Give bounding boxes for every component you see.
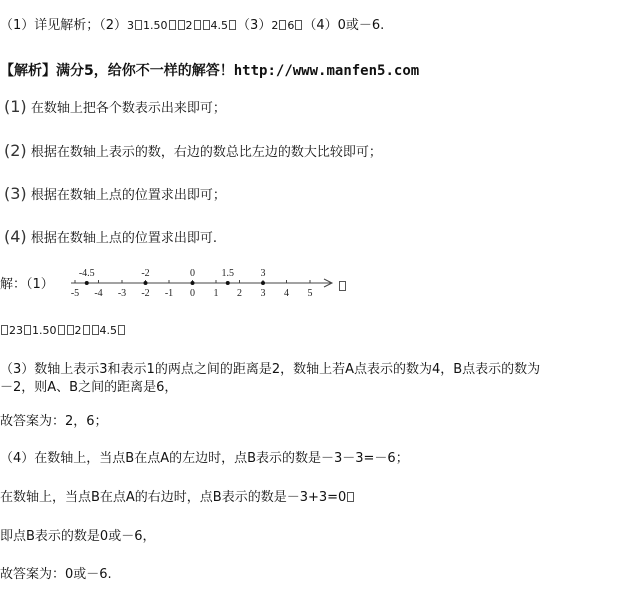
analysis-title: 满分5，给你不一样的解答！ <box>56 63 234 79</box>
answer-part3-a: 2 <box>271 19 279 32</box>
order-a: 2 <box>9 324 16 337</box>
point-dot <box>261 281 265 285</box>
answer-frag-a: 3 <box>127 19 135 32</box>
solution-label: 解：（1） <box>0 277 54 292</box>
tick-label: -1 <box>164 288 174 299</box>
part3-line2: －2，则A、B之间的距离是6， <box>0 380 178 395</box>
answer-line <box>0 18 384 34</box>
order-b: 3 <box>16 324 23 337</box>
point-dot <box>191 281 195 285</box>
tick-label: 0 <box>190 288 195 299</box>
missing-glyph-icon <box>83 325 90 335</box>
point-label: 0 <box>190 268 195 279</box>
point-dot <box>85 281 89 285</box>
answer-frag-e: 4.5 <box>210 19 229 32</box>
missing-glyph-icon <box>58 325 65 335</box>
missing-glyph-icon <box>118 325 125 335</box>
item-text: 根据在数轴上表示的数，右边的数总比左边的数大比较即可； <box>30 145 382 160</box>
tick-label: -3 <box>117 288 127 299</box>
missing-glyph-icon <box>295 20 302 30</box>
answer-part4: （4）0或－6. <box>303 18 385 33</box>
point-dot <box>226 281 230 285</box>
item-text: 在数轴上把各个数表示出来即可； <box>30 101 226 116</box>
missing-glyph-icon <box>229 20 236 30</box>
point-label: 3 <box>260 268 266 279</box>
order-d: 0 <box>49 324 57 337</box>
missing-glyph-icon <box>347 492 354 502</box>
answer-frag-c: 0 <box>160 19 168 32</box>
tick-label: -4 <box>94 288 103 299</box>
tick-label: 4 <box>284 288 289 299</box>
answer-part3-label: （3） <box>237 18 272 33</box>
analysis-bracket: 【解析】 <box>0 63 56 79</box>
missing-glyph-icon <box>169 20 176 30</box>
order-c: 1.5 <box>32 324 50 337</box>
point-label: -4.5 <box>78 268 95 279</box>
part4-line1: （4）在数轴上，当点B在点A的左边时，点B表示的数是－3－3=－6； <box>0 451 409 466</box>
order-line <box>0 323 126 339</box>
analysis-header <box>0 63 419 79</box>
item-number: (2) <box>4 141 27 160</box>
order-f: 4.5 <box>99 324 117 337</box>
item-text: 根据在数轴上点的位置求出即可； <box>30 188 226 203</box>
part3-answer: 故答案为：2，6； <box>0 414 108 429</box>
missing-glyph-icon <box>178 20 185 30</box>
item-number: (4) <box>4 227 27 246</box>
answer-prefix: （1）详见解析；（2） <box>0 18 128 33</box>
point-label: 1.5 <box>221 268 234 279</box>
analysis-item-2 <box>4 142 382 162</box>
part4-line2-text: 在数轴上，当点B在点A的右边时，点B表示的数是－3+3=0 <box>0 490 347 505</box>
tick-label: 3 <box>260 288 266 299</box>
missing-glyph-icon <box>92 325 99 335</box>
missing-glyph-icon <box>24 325 31 335</box>
item-text: 根据在数轴上点的位置求出即可. <box>30 231 217 246</box>
part3-line1: （3）数轴上表示3和表示1的两点之间的距离是2，数轴上若A点表示的数为4，B点表示的数为 <box>0 362 541 377</box>
tick-label: -5 <box>70 288 80 299</box>
missing-glyph-icon <box>339 281 346 291</box>
tick-label: -2 <box>141 288 150 299</box>
number-line <box>60 264 350 300</box>
tick-label: 1 <box>213 288 219 299</box>
order-e: 2 <box>74 324 82 337</box>
part4-line2 <box>0 490 355 506</box>
part4-answer: 故答案为：0或－6. <box>0 567 112 582</box>
missing-glyph-icon <box>279 20 286 30</box>
analysis-item-1 <box>4 98 226 118</box>
point-label: -2 <box>141 268 150 279</box>
analysis-url: http://www.manfen5.com <box>233 63 420 79</box>
answer-frag-b: 1.5 <box>143 19 161 32</box>
tick-label: 2 <box>237 288 242 299</box>
missing-glyph-icon <box>194 20 201 30</box>
item-number: (3) <box>4 184 27 203</box>
item-number: (1) <box>4 97 27 116</box>
tick-label: 5 <box>307 288 313 299</box>
missing-glyph-icon <box>67 325 74 335</box>
missing-glyph-icon <box>135 20 142 30</box>
analysis-item-4 <box>4 228 217 248</box>
answer-frag-d: 2 <box>185 19 193 32</box>
point-dot <box>144 281 148 285</box>
answer-part3-b: 6 <box>287 19 295 32</box>
missing-glyph-icon <box>1 325 8 335</box>
missing-glyph-icon <box>203 20 210 30</box>
part4-line3: 即点B表示的数是0或－6， <box>0 529 156 544</box>
analysis-item-3 <box>4 185 226 205</box>
